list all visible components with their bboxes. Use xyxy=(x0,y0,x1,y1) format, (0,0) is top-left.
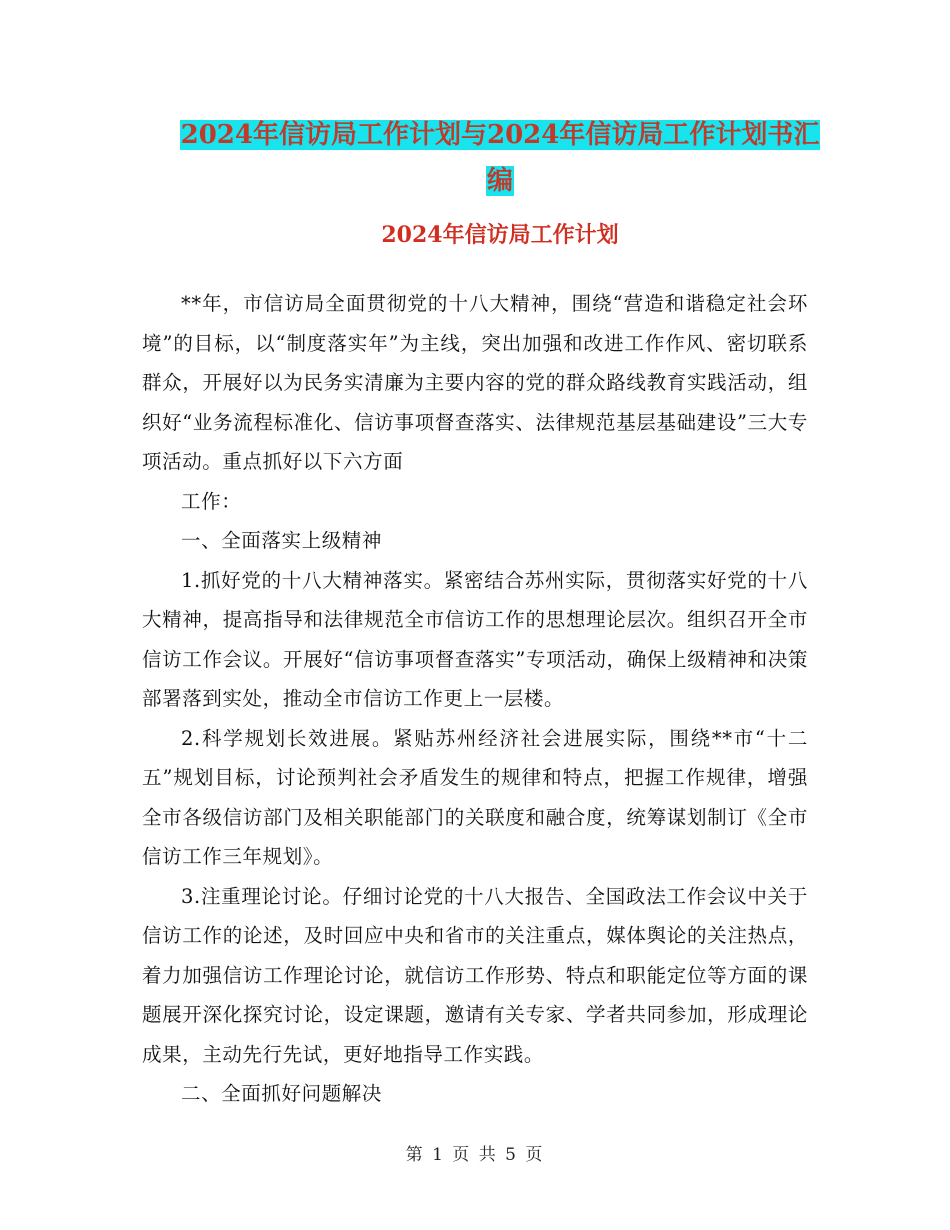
page-number-footer: 第 1 页 共 5 页 xyxy=(405,1145,545,1165)
document-title xyxy=(140,112,860,204)
document-title-line-2: 编 xyxy=(486,166,513,196)
document-title-line-1: 2024年信访局工作计划与2024年信访局工作计划书汇 xyxy=(180,120,820,150)
document-body xyxy=(142,284,808,1114)
paragraph-intro-continued: 工作： xyxy=(181,489,242,513)
paragraph-item-1: 1.抓好党的十八大精神落实。紧密结合苏州实际，贯彻落实好党的十八大精神，提高指导和法律规范全市信访工作的思想理论层次。组织召开全市信访工作会议。开展好“信访事项督查落实”专项活动，确保上级精神和决策部署落到实处，推动全市信访工作更上一层楼。 xyxy=(142,568,808,710)
paragraph-item-2: 2.科学规划长效进展。紧贴苏州经济社会进展实际，围绕**市“十二五”规划目标，讨论预判社会矛盾发生的规律和特点，把握工作规律，增强全市各级信访部门及相关职能部门的关联度和融合度，统筹谋划制订《全市信访工作三年规划》。 xyxy=(142,726,808,868)
section-title: 2024年信访局工作计划 xyxy=(381,222,619,248)
paragraph-intro: **年，市信访局全面贯彻党的十八大精神，围绕“营造和谐稳定社会环境”的目标，以“制度落实年”为主线，突出加强和改进工作作风、密切联系群众，开展好以为民务实清廉为主要内容的党的群众路线教育实践活动，组织好“业务流程标准化、信访事项督查落实、法律规范基层基础建设”三大专项活动。重点抓好以下六方面 xyxy=(142,292,808,473)
heading-part-1: 一、全面落实上级精神 xyxy=(181,529,383,552)
paragraph-item-3: 3.注重理论讨论。仔细讨论党的十八大报告、全国政法工作会议中关于信访工作的论述，及时回应中央和省市的关注重点，媒体舆论的关注热点，着力加强信访工作理论讨论，就信访工作形势、特点和职能定位等方面的课题展开深化探究讨论，设定课题，邀请有关专家、学者共同参加，形成理论成果，主动先行先试，更好地指导工作实践。 xyxy=(142,884,808,1066)
heading-part-2: 二、全面抓好问题解决 xyxy=(181,1082,383,1105)
